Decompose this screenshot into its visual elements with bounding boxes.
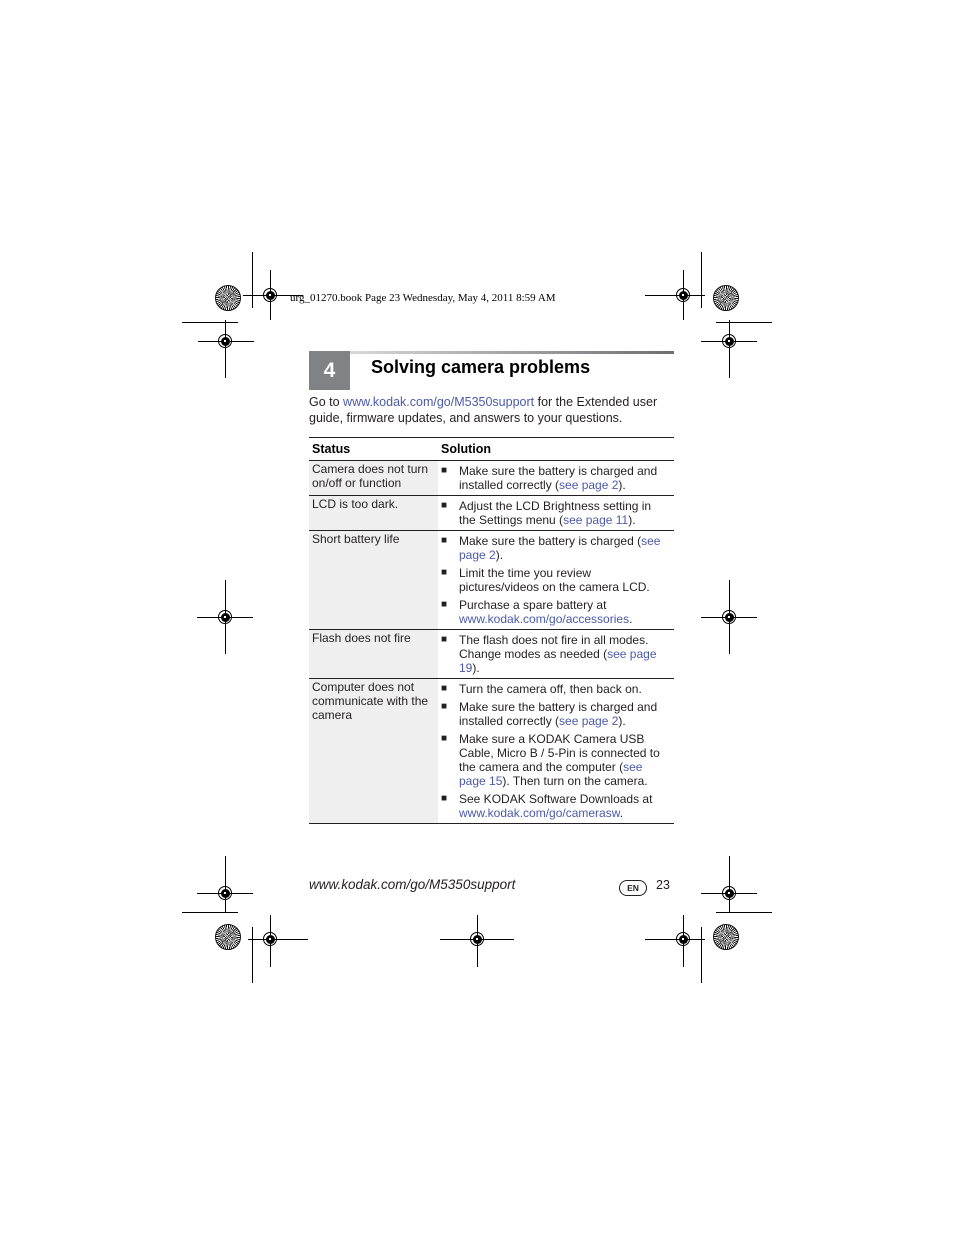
crop-mark bbox=[252, 927, 253, 983]
bullet-link[interactable]: www.kodak.com/go/accessories bbox=[459, 612, 630, 626]
solution-bullet bbox=[441, 732, 670, 788]
bullet-link[interactable]: see page 2 bbox=[559, 478, 619, 492]
column-header-status: Status bbox=[309, 438, 438, 461]
language-badge: EN bbox=[619, 880, 647, 896]
column-header-solution: Solution bbox=[438, 438, 674, 461]
page-title: Solving camera problems bbox=[371, 357, 591, 377]
chapter-rule bbox=[350, 351, 674, 354]
bullet-text-after: . bbox=[629, 612, 633, 626]
crop-mark bbox=[716, 912, 772, 913]
crop-mark bbox=[729, 856, 730, 912]
table-row bbox=[309, 461, 674, 496]
crop-mark bbox=[645, 295, 705, 296]
registration-star-icon bbox=[713, 924, 739, 950]
bullet-text-after: ). bbox=[628, 513, 636, 527]
crop-mark bbox=[716, 322, 772, 323]
bullet-square-icon: ■ bbox=[441, 567, 448, 578]
registration-target-icon bbox=[218, 610, 232, 624]
bullet-text-before: The flash does not fire in all modes. Change modes as needed ( bbox=[459, 633, 649, 661]
solution-cell bbox=[438, 461, 674, 496]
table-row bbox=[309, 679, 674, 824]
solution-cell bbox=[438, 531, 674, 630]
solution-bullet bbox=[441, 566, 670, 594]
solution-bullet bbox=[441, 598, 670, 626]
registration-star-icon bbox=[713, 285, 739, 311]
table-row bbox=[309, 496, 674, 531]
solution-bullet bbox=[441, 534, 670, 562]
bullet-square-icon: ■ bbox=[441, 599, 448, 610]
print-header: urg_01270.book Page 23 Wednesday, May 4, 2011 8:59 AM bbox=[290, 292, 556, 304]
bullet-text-before: See KODAK Software Downloads at bbox=[459, 792, 653, 806]
crop-mark bbox=[225, 320, 226, 378]
bullet-text bbox=[459, 792, 670, 820]
crop-mark bbox=[645, 939, 705, 940]
registration-target-icon bbox=[722, 886, 736, 900]
bullet-link[interactable]: www.kodak.com/go/camerasw bbox=[459, 806, 620, 820]
registration-target-icon bbox=[676, 288, 690, 302]
bullet-square-icon: ■ bbox=[441, 535, 448, 546]
status-cell: Flash does not fire bbox=[309, 630, 438, 679]
bullet-text-before: Adjust the LCD Brightness setting in the Settings menu ( bbox=[459, 499, 652, 527]
registration-target-icon bbox=[676, 932, 690, 946]
bullet-text-before: Make sure the battery is charged and installed correctly ( bbox=[459, 464, 658, 492]
bullet-text bbox=[459, 682, 642, 696]
solution-bullet bbox=[441, 682, 670, 696]
solution-cell bbox=[438, 496, 674, 531]
crop-mark bbox=[701, 252, 702, 308]
bullet-text bbox=[459, 633, 670, 675]
solution-bullet bbox=[441, 700, 670, 728]
registration-target-icon bbox=[218, 886, 232, 900]
bullet-square-icon: ■ bbox=[441, 701, 448, 712]
registration-star-icon bbox=[215, 924, 241, 950]
bullet-link[interactable]: see page 15 bbox=[459, 760, 643, 788]
solution-bullet bbox=[441, 464, 670, 492]
table-body bbox=[309, 461, 674, 824]
bullet-text-before: Make sure a KODAK Camera USB Cable, Micro B / 5-Pin is connected to the camera and the computer ( bbox=[459, 732, 660, 774]
status-cell: Computer does not communicate with the camera bbox=[309, 679, 438, 824]
solution-cell bbox=[438, 679, 674, 824]
bullet-square-icon: ■ bbox=[441, 634, 448, 645]
registration-target-icon bbox=[263, 932, 277, 946]
bullet-text-after: . bbox=[619, 806, 624, 820]
bullet-link[interactable]: see page 11 bbox=[563, 513, 629, 527]
registration-target-icon bbox=[722, 334, 736, 348]
status-cell: Camera does not turn on/off or function bbox=[309, 461, 438, 496]
support-link[interactable]: www.kodak.com/go/M5350support bbox=[343, 395, 535, 409]
status-cell: Short battery life bbox=[309, 531, 438, 630]
solution-bullet bbox=[441, 499, 670, 527]
footer-url: www.kodak.com/go/M5350support bbox=[309, 877, 516, 892]
bullet-text bbox=[459, 464, 670, 492]
bullet-text-before: Make sure the battery is charged and installed correctly ( bbox=[459, 700, 658, 728]
solution-bullet bbox=[441, 633, 670, 675]
chapter-number: 4 bbox=[323, 358, 336, 382]
bullet-text-before: Turn the camera off, then back on. bbox=[459, 682, 642, 696]
bullet-text-after: ). bbox=[618, 714, 626, 728]
crop-mark bbox=[182, 322, 238, 323]
table-row bbox=[309, 531, 674, 630]
bullet-text-before: Make sure the battery is charged ( bbox=[459, 534, 642, 548]
crop-mark bbox=[252, 252, 253, 308]
bullet-text bbox=[459, 566, 670, 594]
bullet-text-after: ). Then turn on the camera. bbox=[502, 774, 648, 788]
intro-prefix: Go to bbox=[309, 395, 344, 409]
solution-cell bbox=[438, 630, 674, 679]
bullet-text bbox=[459, 700, 670, 728]
bullet-text bbox=[459, 732, 670, 788]
bullet-square-icon: ■ bbox=[441, 465, 448, 476]
bullet-text-after: ). bbox=[472, 661, 480, 675]
bullet-text-before: Limit the time you review pictures/videos on the camera LCD. bbox=[459, 566, 650, 594]
bullet-square-icon: ■ bbox=[441, 683, 448, 694]
bullet-link[interactable]: see page 2 bbox=[459, 534, 661, 562]
troubleshooting-table bbox=[309, 437, 674, 824]
registration-target-icon bbox=[263, 288, 277, 302]
bullet-text-after: ). bbox=[618, 478, 626, 492]
bullet-square-icon: ■ bbox=[441, 793, 448, 804]
crop-mark bbox=[701, 927, 702, 983]
registration-target-icon bbox=[722, 610, 736, 624]
bullet-text-before: Purchase a spare battery at bbox=[459, 598, 607, 612]
crop-mark bbox=[729, 320, 730, 378]
status-cell: LCD is too dark. bbox=[309, 496, 438, 531]
crop-mark bbox=[248, 939, 308, 940]
crop-mark bbox=[225, 856, 226, 912]
bullet-text bbox=[459, 499, 670, 527]
bullet-text bbox=[459, 598, 670, 626]
intro-suffix: for the Extended user guide, firmware updates, and answers to your questions. bbox=[309, 395, 658, 425]
crop-mark bbox=[182, 912, 238, 913]
bullet-link[interactable]: see page 19 bbox=[459, 647, 657, 675]
table-header-row bbox=[309, 438, 674, 461]
bullet-text bbox=[459, 534, 670, 562]
bullet-square-icon: ■ bbox=[441, 733, 448, 744]
registration-target-icon bbox=[218, 334, 232, 348]
bullet-square-icon: ■ bbox=[441, 500, 448, 511]
registration-star-icon bbox=[215, 285, 241, 311]
bullet-text-after: ). bbox=[495, 548, 504, 562]
intro-paragraph bbox=[309, 394, 677, 426]
table-row bbox=[309, 630, 674, 679]
solution-bullet bbox=[441, 792, 670, 820]
page-number: 23 bbox=[656, 878, 670, 892]
bullet-link[interactable]: see page 2 bbox=[559, 714, 619, 728]
registration-target-icon bbox=[470, 932, 484, 946]
